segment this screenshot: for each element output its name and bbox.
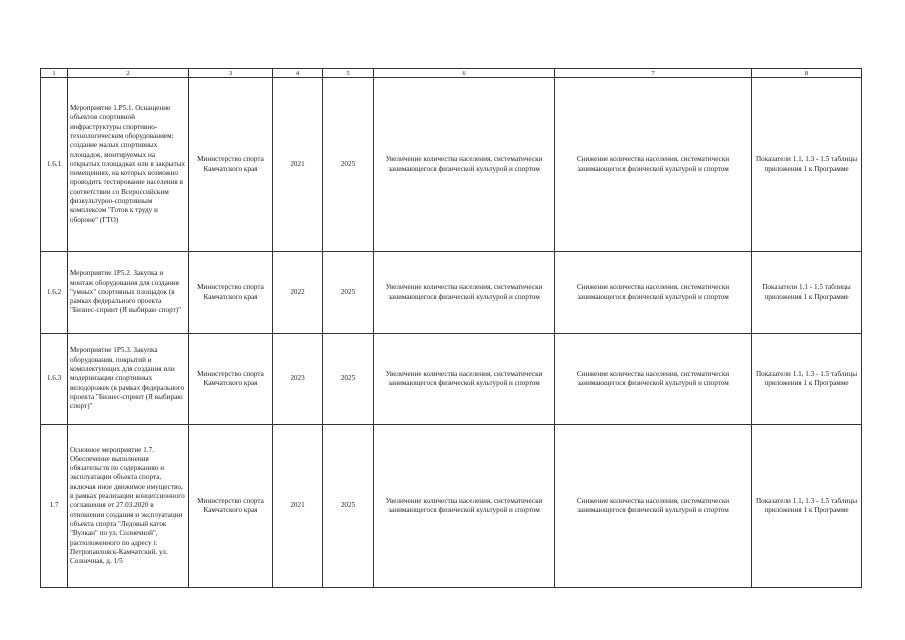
consequence: Снижение количества населения, систематически занимающегося физической культурой и спортом <box>555 78 752 252</box>
executor: Министерство спорта Камчатского края <box>189 425 273 588</box>
consequence: Снижение количества населения, систематически занимающегося физической культурой и спортом <box>555 252 752 334</box>
header-row <box>41 69 862 78</box>
executor: Министерство спорта Камчатского края <box>189 78 273 252</box>
indicators: Показатели 1.1, 1.3 - 1.5 таблицы приложения 1 к Программе <box>752 78 862 252</box>
start-year: 2023 <box>273 334 323 425</box>
header-cell: 4 <box>273 69 323 78</box>
expected-result: Увеличение количества населения, систематически занимающегося физической культурой и спортом <box>374 334 555 425</box>
header-cell: 1 <box>41 69 68 78</box>
row-number: 1.6.2 <box>41 252 68 334</box>
expected-result: Увеличение количества населения, систематически занимающегося физической культурой и спортом <box>374 425 555 588</box>
end-year: 2025 <box>323 78 374 252</box>
end-year: 2025 <box>323 252 374 334</box>
measure-name: Мероприятие 1.P5.1. Оснащение объектов спортивной инфраструктуры спортивно-технологическим оборудованием: создание малых спортивных площадок, монтируемых на открытых площадках или в закрытых помещениях, на которых возможно проводить тестирование населения в соответствии со Всероссийским физкультурно-спортивным комплексом "Готов к труду и обороне" (ГТО) <box>68 78 189 252</box>
row-number: 1.6.3 <box>41 334 68 425</box>
header-cell: 6 <box>374 69 555 78</box>
consequence: Снижение количества населения, систематически занимающегося физической культурой и спортом <box>555 425 752 588</box>
measure-name: Мероприятие 1P5.3. Закупка оборудования, покрытий и комплектующих для создания или модернизации спортивных велодорожек (в рамках федерального проекта "Бизнес-спринт (Я выбираю спорт)" <box>68 334 189 425</box>
table-row <box>41 78 862 252</box>
row-number: 1.7 <box>41 425 68 588</box>
executor: Министерство спорта Камчатского края <box>189 334 273 425</box>
table-row <box>41 334 862 425</box>
end-year: 2025 <box>323 425 374 588</box>
expected-result: Увеличение количества населения, систематически занимающегося физической культурой и спортом <box>374 252 555 334</box>
measure-name: Мероприятие 1P5.2. Закупка и монтаж оборудования для создания "умных" спортивных площадок (в рамках федерального проекта "Бизнес-спринт (Я выбираю спорт)" <box>68 252 189 334</box>
header-cell: 8 <box>752 69 862 78</box>
header-cell: 7 <box>555 69 752 78</box>
header-cell: 3 <box>189 69 273 78</box>
expected-result: Увеличение количества населения, систематически занимающегося физической культурой и спортом <box>374 78 555 252</box>
table-row <box>41 252 862 334</box>
consequence: Снижение количества населения, систематически занимающегося физической культурой и спортом <box>555 334 752 425</box>
end-year: 2025 <box>323 334 374 425</box>
start-year: 2021 <box>273 78 323 252</box>
measures-table <box>40 68 862 588</box>
row-number: 1.6.1 <box>41 78 68 252</box>
executor: Министерство спорта Камчатского края <box>189 252 273 334</box>
indicators: Показатели 1.1, 1.3 - 1.5 таблицы приложения 1 к Программе <box>752 334 862 425</box>
measure-name: Основное мероприятие 1.7. Обеспечение выполнения обязательств по содержанию и эксплуатации объекта спорта, включая иное движимое имущество, в рамках реализации концессионного соглашения от 27.03.2020 в отношении создания и эксплуатации объекта спорта "Ледовый каток "Вулкан" по ул. Солнечной", расположенного по адресу г. Петропавловск-Камчатский, ул. Солнечная, д. 1/5 <box>68 425 189 588</box>
indicators: Показатели 1.1 - 1.5 таблицы приложения 1 к Программе <box>752 252 862 334</box>
indicators: Показатели 1.1, 1.3 - 1.5 таблицы приложения 1 к Программе <box>752 425 862 588</box>
table-row <box>41 425 862 588</box>
header-cell: 2 <box>68 69 189 78</box>
start-year: 2022 <box>273 252 323 334</box>
start-year: 2021 <box>273 425 323 588</box>
header-cell: 5 <box>323 69 374 78</box>
